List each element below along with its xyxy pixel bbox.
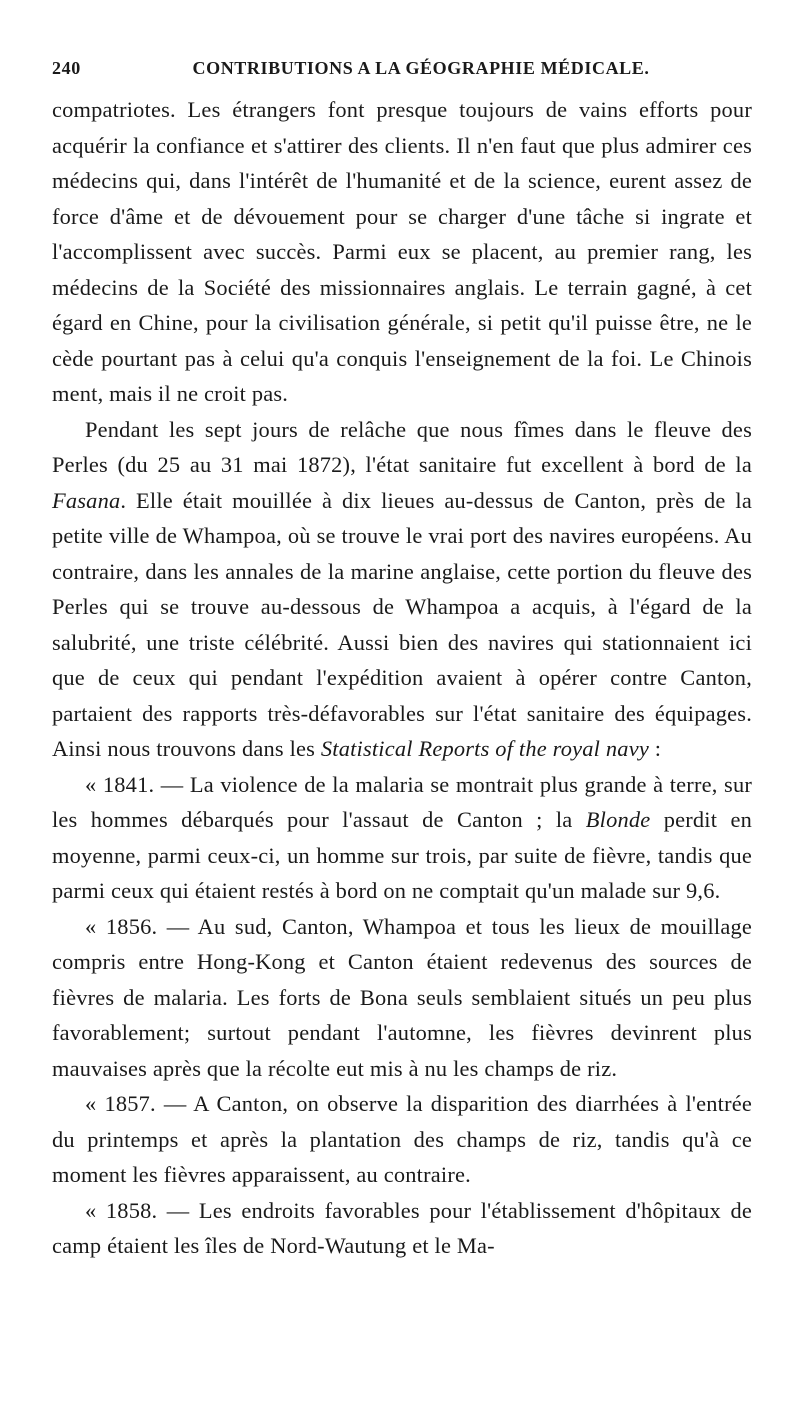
paragraph-1858: « 1858. — Les endroits favorables pour l'établissement d'hôpitaux de camp étaient les îles de Nord-Wautung et le Ma-: [52, 1197, 752, 1258]
paragraph-text: . Elle était mouillée à dix lieues au-dessus de Canton, près de la petite ville de Whampoa, où se trouve le vrai port des navires européens. Au contraire, dans les annales de la marine anglaise, cette portion du fleuve des Perles qui se trouve au-dessous de Whampoa a acquis, à l'égard de la salubrité, une triste célébrité. Aussi bien des navires qui stationnaient ici que de ceux qui pendant l'expédition avaient à opérer contre Canton, partaient des rapports très-défavorables sur l'état sanitaire des équipages. Ainsi nous trouvons dans les: [52, 487, 752, 761]
running-title: CONTRIBUTIONS A LA GÉOGRAPHIE MÉDICALE.: [192, 58, 650, 78]
paragraph-1856: « 1856. — Au sud, Canton, Whampoa et tous les lieux de mouillage compris entre Hong-Kong et Canton étaient redevenus des sources de fièvres de malaria. Les forts de Bona seuls semblaient situés un peu plus favorablement; surtout pendant l'automne, les fièvres devinrent plus mauvaises après que la récolte eut mis à nu les champs de riz.: [52, 913, 752, 1081]
book-page: [52, 58, 752, 1264]
paragraph-text: « 1841. — La violence de la malaria se montrait plus grande à terre, sur les hommes débarqués pour l'assaut de Canton ; la: [52, 771, 752, 832]
paragraph-1841: [52, 767, 752, 909]
paragraph-text: perdit en moyenne, parmi ceux-ci, un homme sur trois, par suite de fièvre, tandis que parmi ceux qui étaient restés à bord on ne comptait qu'un malade sur 9,6.: [52, 807, 752, 903]
paragraph-fleuve-des-perles: [52, 412, 752, 767]
ship-name-fasana: Fasana: [52, 487, 121, 513]
reports-title: Statistical Reports of the royal navy: [320, 736, 649, 761]
running-head: [52, 58, 752, 88]
paragraph-1857: « 1857. — A Canton, on observe la disparition des diarrhées à l'entrée du printemps et après la plantation des champs de riz, tandis qu'à ce moment les fièvres apparaissent, au contraire.: [52, 1091, 752, 1187]
page-number: 240: [52, 58, 81, 78]
paragraph-text: :: [648, 736, 662, 761]
paragraph-text: Pendant les sept jours de relâche que nous fîmes dans le fleuve des Perles (du 25 au 31 mai 1872), l'état sanitaire fut excellent à bord de la: [52, 416, 752, 477]
ship-name-blonde: Blonde: [585, 807, 651, 832]
body-text: [52, 92, 752, 1264]
paragraph-compatriotes: compatriotes. Les étrangers font presque toujours de vains efforts pour acquérir la confiance et s'attirer des clients. Il n'en faut que plus admirer ces médecins qui, dans l'intérêt de l'humanité et de la science, eurent assez de force d'âme et de dévouement pour se charger d'une tâche si ingrate et l'accomplissent avec succès. Parmi eux se placent, au premier rang, les médecins de la Société des missionnaires anglais. Le terrain gagné, à cet égard en Chine, pour la civilisation générale, si petit qu'il puisse être, ne le cède pourtant pas à celui qu'a conquis l'enseignement de la foi. Le Chinois ment, mais il ne croit pas.: [52, 97, 752, 406]
